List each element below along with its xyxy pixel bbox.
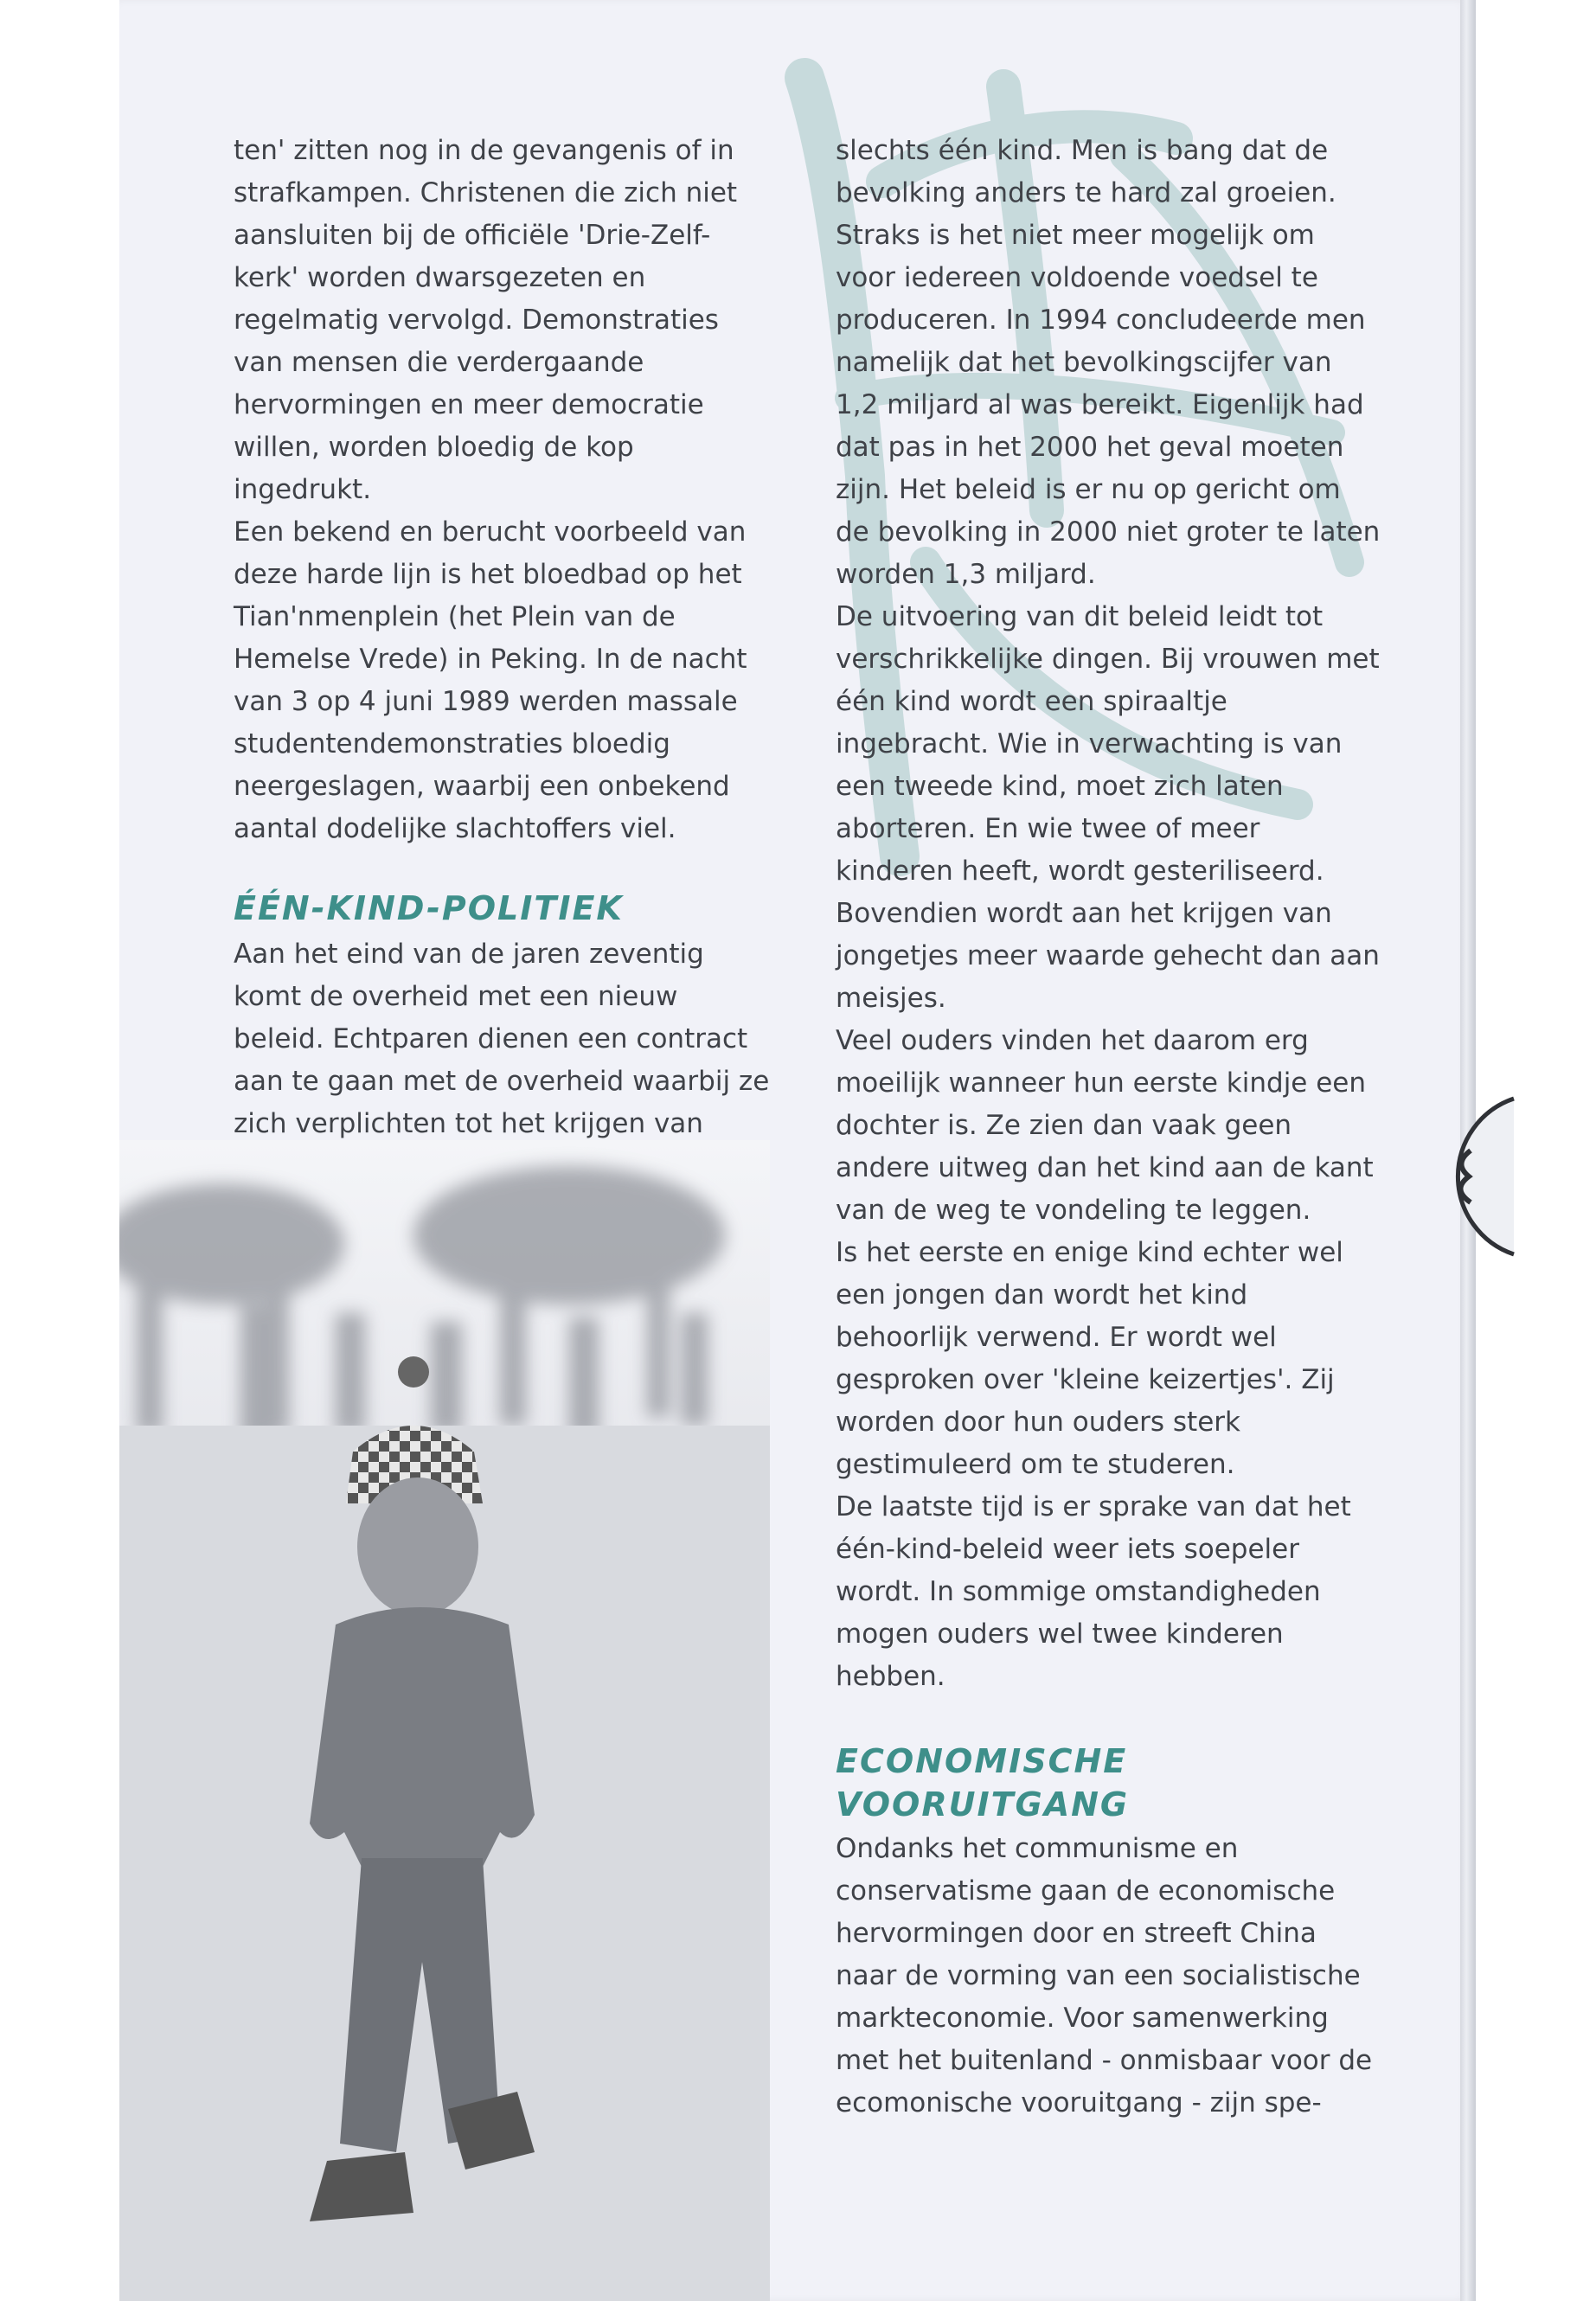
- heading-one-child-policy: ÉÉN-KIND-POLITIEK: [234, 889, 624, 927]
- execution-paragraph: De uitvoering van dit beleid leidt tot verschrikkelijke dingen. Bij vrouwen met één kind wordt een spiraaltje ingebracht. Wie in verwachting is van een tweede kind, moet zich laten aborteren. En wie twee of meer kinderen heeft, wordt gesteriliseerd.: [836, 601, 1380, 887]
- boys-paragraph: Bovendien wordt aan het krijgen van jongetjes meer waarde gehecht dan aan meisjes.: [836, 898, 1380, 1014]
- heading-economic-progress: ECONOMISCHE VOORUITGANG: [836, 1742, 1130, 1823]
- right-column: [836, 130, 1381, 2125]
- left-column: [234, 130, 770, 1145]
- daughter-paragraph: Veel ouders vinden het daarom erg moeilijk wanneer hun eerste kindje een dochter is. Ze zien dan vaak geen andere uitweg dan het kind aan de kant van de weg te vondeling te leggen.: [836, 1025, 1374, 1226]
- son-paragraph: Is het eerste en enige kind echter wel een jongen dan wordt het kind behoorlijk verwend. Er wordt wel gesproken over 'kleine keizertjes'. Zij worden door hun ouders sterk gestimuleerd om te studeren.: [836, 1237, 1343, 1480]
- recent-paragraph: De laatste tijd is er sprake van dat het één-kind-beleid weer iets soepeler wordt. In sommige omstandigheden mogen ouders wel twee kinderen hebben.: [836, 1491, 1351, 1692]
- page-tab-icon: [1419, 1090, 1522, 1263]
- tiananmen-paragraph: Een bekend en berucht voorbeeld van deze harde lijn is het bloedbad op het Tian'nmenplein (het Plein van de Hemelse Vrede) in Peking. In de nacht van 3 op 4 juni 1989 werden massale studentendemonstraties bloedig neergeslagen, waarbij een onbekend aantal dodelijke slachtoffers viel.: [234, 516, 747, 844]
- policy-continued-paragraph: slechts één kind. Men is bang dat de bevolking anders te hard zal groeien. Straks is het niet meer mogelijk om voor iedereen voldoende voedsel te produceren. In 1994 concludeerde men namelijk dat het bevolkingscijfer van 1,2 miljard al was bereikt. Eigenlijk had dat pas in het 2000 het geval moeten zijn. Het beleid is er nu op gericht om de bevolking in 2000 niet groter te laten worden 1,3 miljard.: [836, 135, 1381, 590]
- economic-paragraph: Ondanks het communisme en conservatisme gaan de economische hervormingen door en streeft China naar de vorming van een socialistische markteconomie. Voor samenwerking met het buitenland - onmisbaar voor de ecomonische vooruitgang - zijn spe-: [836, 1833, 1373, 2118]
- child-photo: [119, 1140, 770, 2301]
- intro-paragraph: ten' zitten nog in de gevangenis of in strafkampen. Christenen die zich niet aansluiten bij de officiële 'Drie-Zelf-kerk' worden dwarsgezeten en regelmatig vervolgd. Demonstraties van mensen die verdergaande hervormingen en meer democratie willen, worden bloedig de kop ingedrukt.: [234, 135, 738, 505]
- policy-paragraph: Aan het eind van de jaren zeventig komt de overheid met een nieuw beleid. Echtparen dienen een contract aan te gaan met de overheid waarbij ze zich verplichten tot het krijgen van: [234, 939, 770, 1139]
